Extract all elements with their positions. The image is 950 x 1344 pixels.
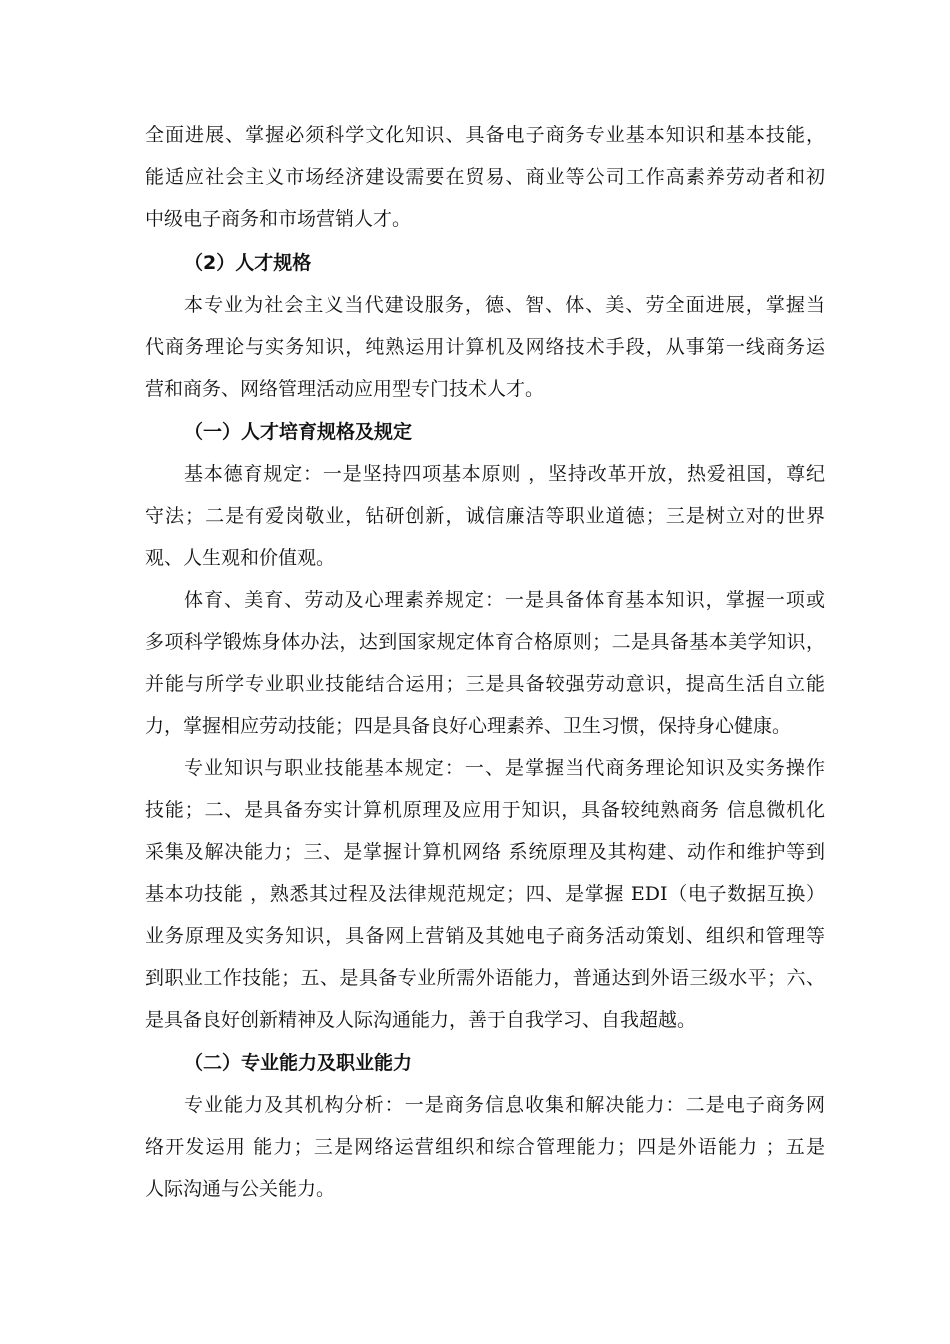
paragraph-line: 技能；二、是具备夯实计算机原理及应用于知识，具备较纯熟商务 信息微机化 xyxy=(145,799,825,821)
paragraph-line: 络开发运用 能力；三是网络运营组织和综合管理能力；四是外语能力 ；五是 xyxy=(145,1136,825,1158)
paragraph-line: 体育、美育、劳动及心理素养规定：一是具备体育基本知识，掌握一项或 xyxy=(184,589,825,611)
paragraph-line: 能适应社会主义市场经济建设需要在贸易、商业等公司工作高素养劳动者和初 xyxy=(145,166,825,188)
paragraph-line: 本专业为社会主义当代建设服务，德、智、体、美、劳全面进展，掌握当 xyxy=(184,294,825,316)
paragraph-line: 基本功技能 ，熟悉其过程及法律规范规定；四、是掌握 EDI（电子数据互换） xyxy=(145,883,825,905)
paragraph-line: 专业能力及其机构分析：一是商务信息收集和解决能力：二是电子商务网 xyxy=(184,1094,825,1116)
paragraph-line: 中级电子商务和市场营销人才。 xyxy=(145,208,412,230)
paragraph-line: 多项科学锻炼身体办法，达到国家规定体育合格原则；二是具备基本美学知识， xyxy=(145,631,825,653)
paragraph-line: 代商务理论与实务知识，纯熟运用计算机及网络技术手段，从事第一线商务运 xyxy=(145,336,825,358)
paragraph-line: 人际沟通与公关能力。 xyxy=(145,1178,336,1200)
paragraph-line: 全面进展、掌握必须科学文化知识、具备电子商务专业基本知识和基本技能， xyxy=(145,124,825,146)
paragraph-line: 到职业工作技能；五、是具备专业所需外语能力，普通达到外语三级水平；六、 xyxy=(145,967,825,989)
section-heading-2: （二）专业能力及职业能力 xyxy=(184,1052,413,1074)
paragraph-line: 守法；二是有爱岗敬业，钻研创新，诚信廉洁等职业道德；三是树立对的世界 xyxy=(145,505,825,527)
paragraph-line: 观、人生观和价值观。 xyxy=(145,547,336,569)
paragraph-line: 营和商务、网络管理活动应用型专门技术人才。 xyxy=(145,378,545,400)
paragraph-line: 并能与所学专业职业技能结合运用；三是具备较强劳动意识，提高生活自立能 xyxy=(145,673,825,695)
section-heading-1: （一）人才培育规格及规定 xyxy=(184,421,413,443)
section-heading-talent-spec: （2）人才规格 xyxy=(184,252,312,274)
paragraph-line: 是具备良好创新精神及人际沟通能力，善于自我学习、自我超越。 xyxy=(145,1009,697,1031)
paragraph-line: 采集及解决能力；三、是掌握计算机网络 系统原理及其构建、动作和维护等到 xyxy=(145,841,825,863)
paragraph-line: 力，掌握相应劳动技能；四是具备良好心理素养、卫生习惯，保持身心健康。 xyxy=(145,715,792,737)
paragraph-line: 业务原理及实务知识，具备网上营销及其她电子商务活动策划、组织和管理等 xyxy=(145,925,825,947)
paragraph-line: 专业知识与职业技能基本规定：一、是掌握当代商务理论知识及实务操作 xyxy=(184,757,825,779)
paragraph-line: 基本德育规定：一是坚持四项基本原则 ，坚持改革开放，热爱祖国，尊纪 xyxy=(184,463,825,485)
